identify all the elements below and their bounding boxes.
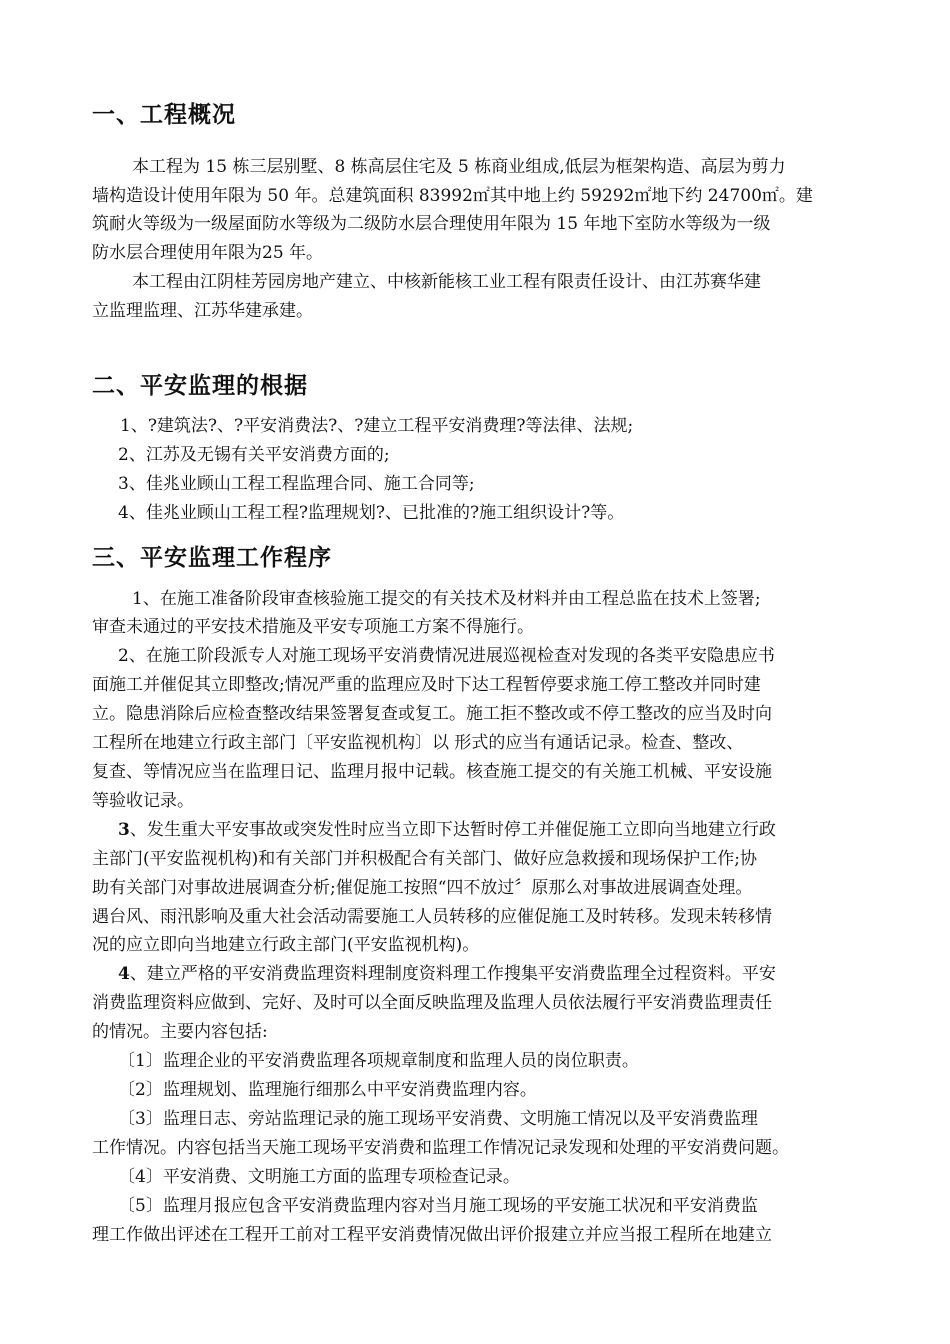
paragraph-line: 筑耐火等级为一级屋面防水等级为二级防水层合理使用年限为 15 年地下室防水等级为一级 — [92, 214, 771, 234]
paragraph-line: 立。隐患消除后应检查整改结果签署复查或复工。施工拒不整改或不停工整改的应当及时向 — [92, 704, 772, 724]
item-number: 4 — [118, 964, 130, 984]
list-item: 〔5〕监理月报应包含平安消费监理内容对当月施工现场的平安施工状况和平安消费监 — [118, 1196, 758, 1216]
paragraph-line: 面施工并催促其立即整改;情况严重的监理应及时下达工程暂停要求施工停工整改并同时建 — [92, 675, 761, 695]
paragraph-line: 消费监理资料应做到、完好、及时可以全面反映监理及监理人员依法履行平安消费监理责任 — [92, 993, 772, 1013]
item-number: 3 — [118, 820, 130, 840]
paragraph-line: 况的应立即向当地建立行政主部门(平安监视机构)。 — [92, 935, 480, 955]
list-item: 3、佳兆业顾山工程工程监理合同、施工合同等; — [118, 474, 475, 494]
list-item: 〔2〕监理规划、监理施行细那么中平安消费监理内容。 — [118, 1080, 537, 1100]
list-item: 2、江苏及无锡有关平安消费方面的; — [118, 445, 390, 465]
paragraph-line: 工程所在地建立行政主部门〔平安监视机构〕以 形式的应当有通话记录。检查、整改、 — [92, 733, 744, 753]
paragraph-line: 助有关部门对事故进展调查分析;催促施工按照“四不放过〞原那么对事故进展调查处理。 — [92, 878, 753, 898]
paragraph-line: 遇台风、雨汛影响及重大社会活动需要施工人员转移的应催促施工及时转移。发现未转移情 — [92, 907, 772, 927]
paragraph-line: 4、建立严格的平安消费监理资料理制度资料理工作搜集平安消费监理全过程资料。平安 — [118, 964, 776, 984]
paragraph-line: 1、在施工准备阶段审查核验施工提交的有关技术及材料并由工程总监在技术上签署; — [132, 589, 761, 609]
paragraph-line: 理工作做出评述在工程开工前对工程平安消费情况做出评价报建立并应当报工程所在地建立 — [92, 1225, 772, 1245]
paragraph-line: 立监理监理、江苏华建承建。 — [92, 301, 313, 321]
paragraph-line: 工作情况。内容包括当天施工现场平安消费和监理工作情况记录发现和处理的平安消费问题。 — [92, 1138, 789, 1158]
list-item: 〔3〕监理日志、旁站监理记录的施工现场平安消费、文明施工情况以及平安消费监理 — [118, 1109, 758, 1129]
paragraph-line: 复查、等情况应当在监理日记、监理月报中记载。核查施工提交的有关施工机械、平安设施 — [92, 762, 772, 782]
paragraph-line: 的情况。主要内容包括: — [92, 1022, 268, 1042]
paragraph-line: 防水层合理使用年限为25 年。 — [92, 243, 324, 263]
list-item: 〔1〕监理企业的平安消费监理各项规章制度和监理人员的岗位职责。 — [118, 1051, 639, 1071]
paragraph-line: 审查未通过的平安技术措施及平安专项施工方案不得施行。 — [92, 617, 534, 637]
paragraph-line: 墙构造设计使用年限为 50 年。总建筑面积 83992㎡其中地上约 59292㎡地下约 24700㎡。建 — [92, 186, 813, 206]
list-item: 〔4〕平安消费、文明施工方面的监理专项检查记录。 — [118, 1167, 520, 1187]
paragraph-line: 本工程由江阴桂芳园房地产建立、中核新能核工业工程有限责任设计、由江苏赛华建 — [132, 272, 761, 292]
paragraph-line: 本工程为 15 栋三层别墅、8 栋高层住宅及 5 栋商业组成,低层为框架构造、高层为剪力 — [132, 157, 786, 177]
paragraph-line: 主部门(平安监视机构)和有关部门并积极配合有关部门、做好应急救援和现场保护工作;协 — [92, 849, 757, 869]
list-item: 4、佳兆业顾山工程工程?监理规划?、已批准的?施工组织设计?等。 — [118, 503, 625, 523]
section-heading: 二、平安监理的根据 — [92, 373, 308, 399]
section-heading: 一、工程概况 — [92, 102, 236, 128]
paragraph-line: 3、发生重大平安事故或突发性时应当立即下达暂时停工并催促施工立即向当地建立行政 — [118, 820, 776, 840]
paragraph-line: 2、在施工阶段派专人对施工现场平安消费情况进展巡视检查对发现的各类平安隐患应书 — [118, 646, 775, 666]
paragraph-line: 等验收记录。 — [92, 791, 194, 811]
section-heading: 三、平安监理工作程序 — [92, 545, 332, 571]
list-item: 1、?建筑法?、?平安消费法?、?建立工程平安消费理?等法律、法规; — [120, 416, 634, 436]
